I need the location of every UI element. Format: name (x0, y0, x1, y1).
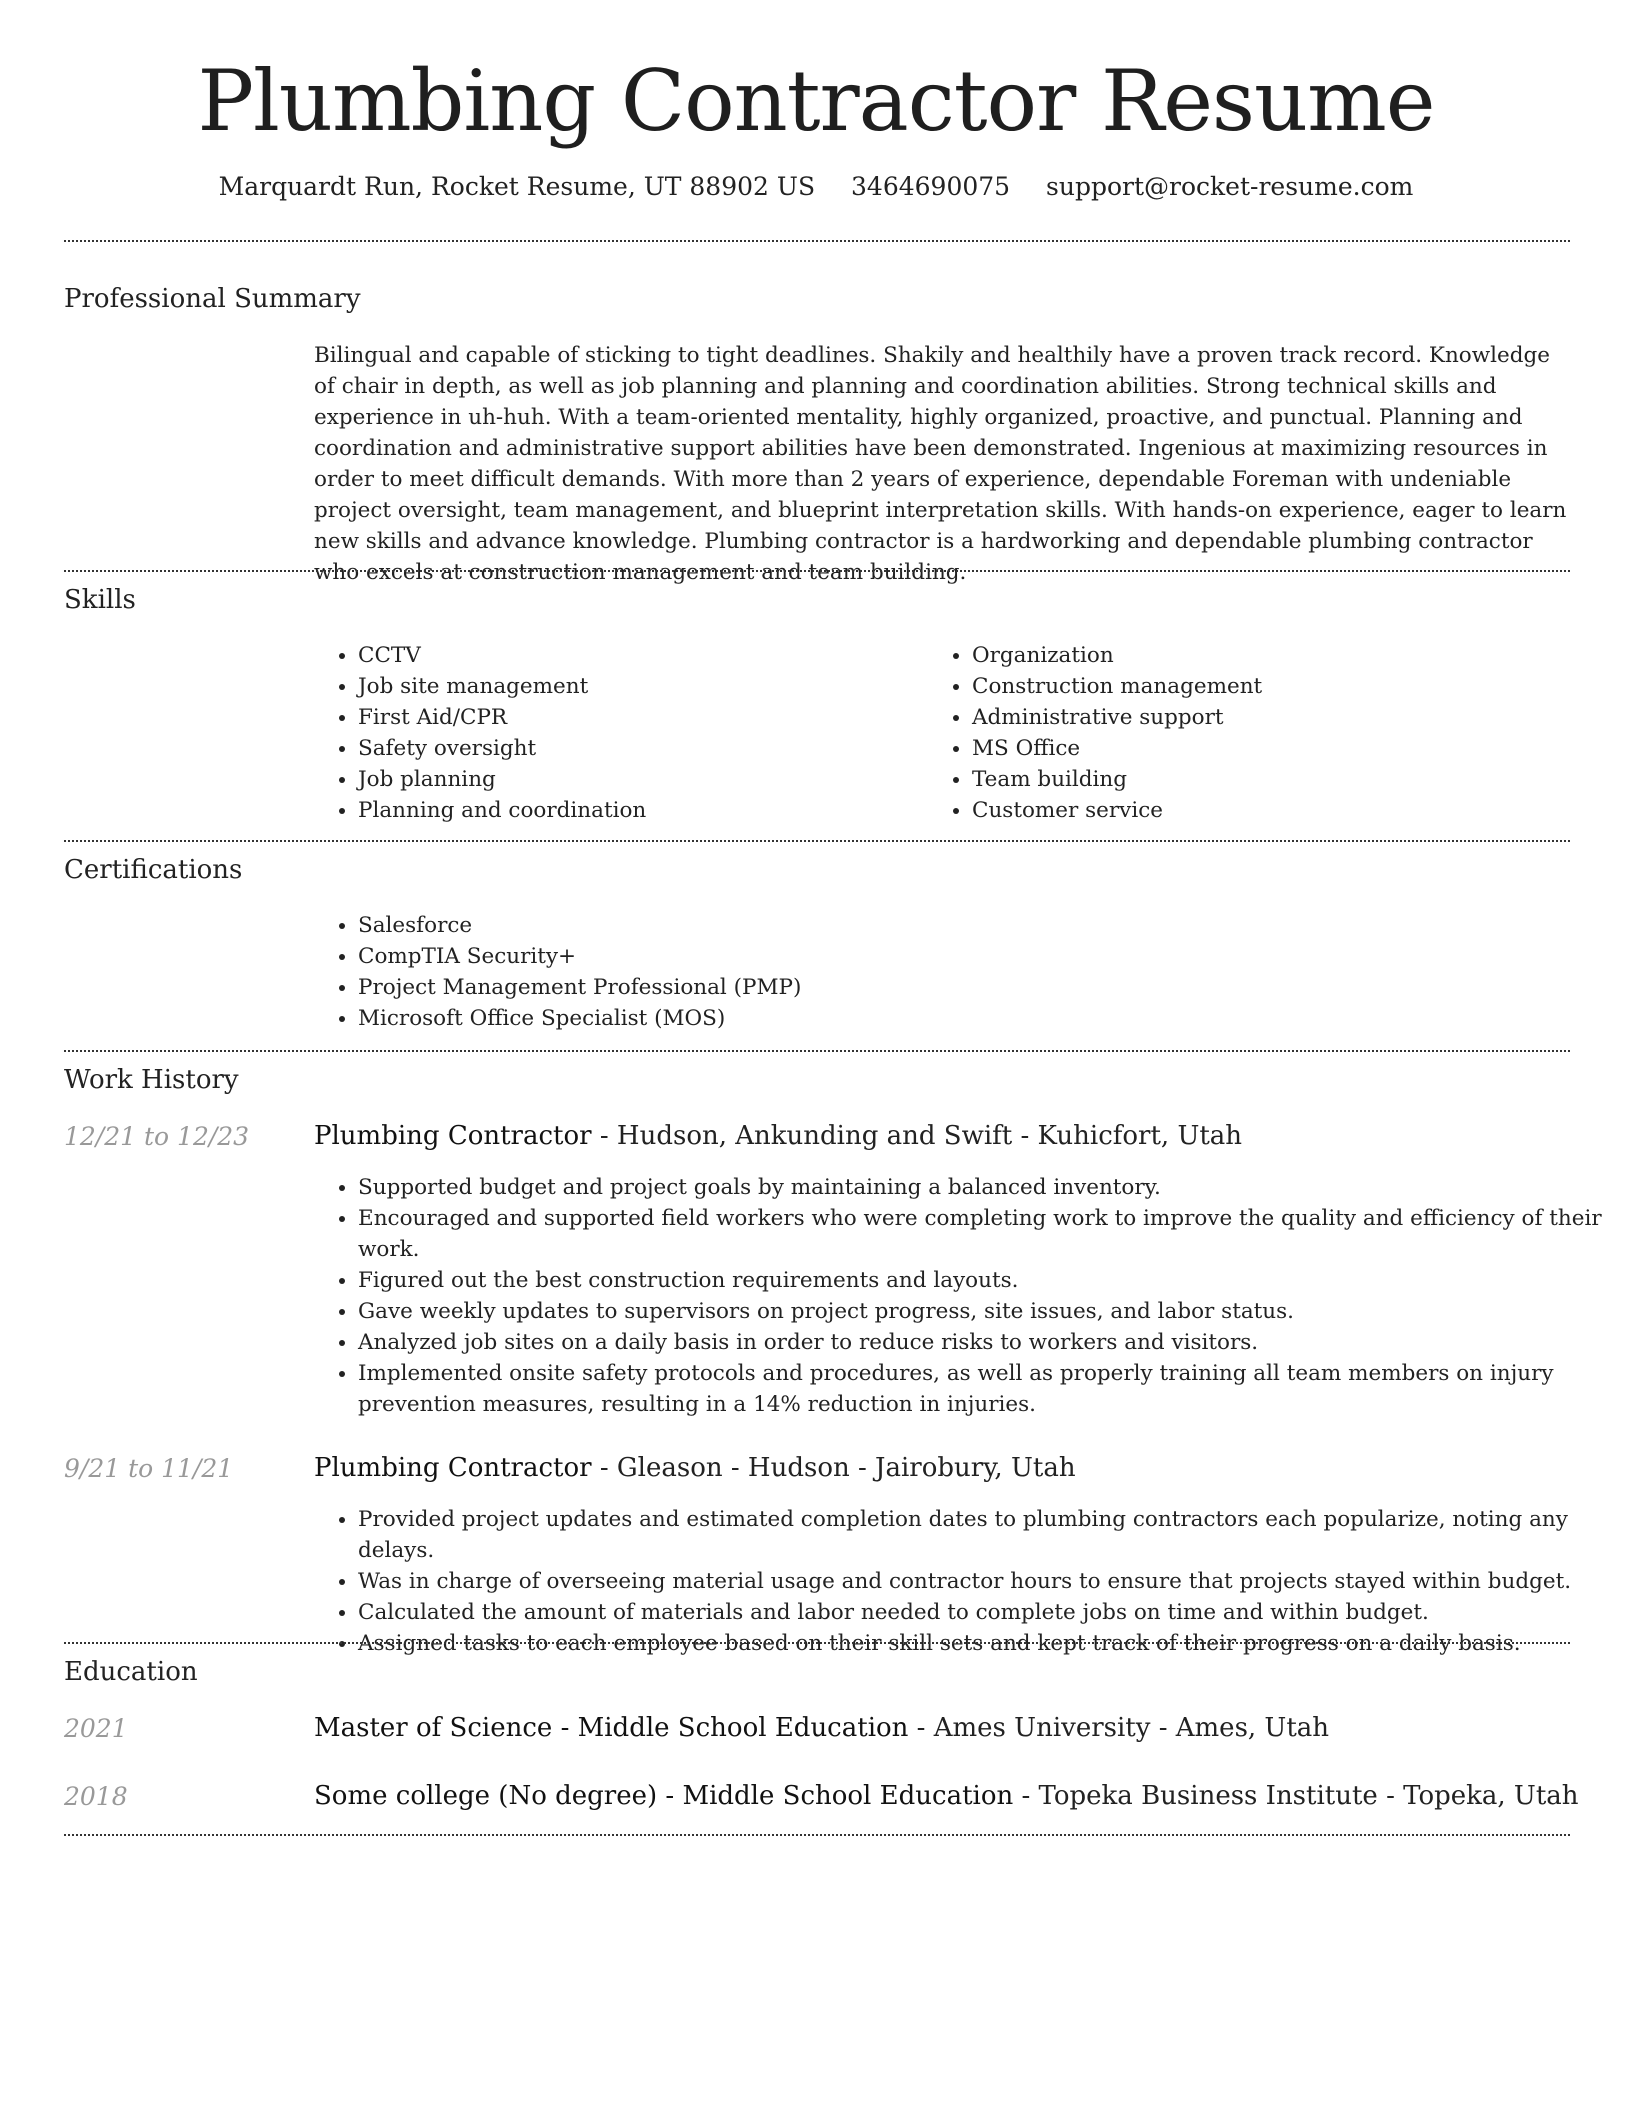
skills-list-left (314, 640, 918, 826)
divider (64, 1642, 1570, 1644)
education-details: - Topeka Business Institute - Topeka, Utah (1013, 1781, 1579, 1811)
job-bullet: • Analyzed job sites on a daily basis in order to reduce risks to workers and visitors. (358, 1327, 1614, 1358)
job-bullet: • Calculated the amount of materials and labor needed to complete jobs on time and within budget. (358, 1597, 1614, 1628)
summary-heading: Professional Summary (64, 284, 361, 314)
certifications-list (314, 910, 1558, 1034)
skill-item: • Organization (972, 640, 1572, 671)
skill-item: • CCTV (358, 640, 918, 671)
job-bullet: • Was in charge of overseeing material usage and contractor hours to ensure that projects stayed within budget. (358, 1566, 1614, 1597)
job-bullet: • Provided project updates and estimated completion dates to plumbing contractors each popularize, noting any delays. (358, 1504, 1614, 1566)
education-year: 2018 (64, 1782, 128, 1811)
certification-item: • Microsoft Office Specialist (MOS) (358, 1003, 1558, 1034)
skill-item: • Planning and coordination (358, 795, 918, 826)
work-heading: Work History (64, 1065, 239, 1095)
skills-heading: Skills (64, 585, 136, 615)
divider (64, 1050, 1570, 1052)
skill-item: • MS Office (972, 733, 1572, 764)
education-heading: Education (64, 1657, 198, 1687)
job-bullet: • Gave weekly updates to supervisors on project progress, site issues, and labor status. (358, 1296, 1614, 1327)
job-bullet: • Figured out the best construction requirements and layouts. (358, 1265, 1614, 1296)
divider (64, 570, 1570, 572)
education-entry (314, 1781, 1579, 1811)
job-role: Plumbing Contractor (314, 1453, 592, 1483)
contact-phone: 3464690075 (851, 172, 1011, 201)
resume-title: Plumbing Contractor Resume (197, 52, 1435, 150)
contact-line (0, 172, 1632, 201)
skill-item: • First Aid/CPR (358, 702, 918, 733)
job-bullet: • Implemented onsite safety protocols and procedures, as well as properly training all team members on injury prevention measures, resulting in a 14% reduction in injuries. (358, 1358, 1614, 1420)
job-bullet: • Encouraged and supported field workers who were completing work to improve the quality and efficiency of their work. (358, 1203, 1614, 1265)
job-bullet: • Supported budget and project goals by maintaining a balanced inventory. (358, 1172, 1614, 1203)
skill-item: • Safety oversight (358, 733, 918, 764)
job-bullet: • Assigned tasks to each employee based on their skill sets and kept track of their progress on a daily basis. (358, 1628, 1614, 1659)
job-title (314, 1453, 1076, 1483)
skill-item: • Construction management (972, 671, 1572, 702)
job-details: - Gleason - Hudson - Jairobury, Utah (591, 1453, 1076, 1483)
education-entry (314, 1713, 1329, 1743)
education-degree: Master of Science - Middle School Education (314, 1713, 909, 1743)
divider (64, 240, 1570, 242)
contact-address: Marquardt Run, Rocket Resume, UT 88902 US (218, 172, 816, 201)
skill-item: • Job site management (358, 671, 918, 702)
job-dates: 12/21 to 12/23 (64, 1122, 250, 1151)
job-details: - Hudson, Ankunding and Swift - Kuhicfort, Utah (591, 1121, 1243, 1151)
education-year: 2021 (64, 1714, 128, 1743)
summary-text: Bilingual and capable of sticking to tight deadlines. Shakily and healthily have a proven track record. Knowledge of chair in depth, as well as job planning and planning and coordination abilities. Strong technical skills and experience in uh-huh. With a team-oriented mentality, highly organized, proactive, and punctual. Planning and coordination and administrative support abilities have been demonstrated. Ingenious at maximizing resources in order to meet difficult demands. With more than 2 years of experience, dependable Foreman with undeniable project oversight, team management, and blueprint interpretation skills. With hands-on experience, eager to learn new skills and advance knowledge. Plumbing contractor is a hardworking and dependable plumbing contractor who excels at construction management and team building. (314, 343, 1567, 585)
job-bullets (314, 1172, 1614, 1420)
divider (64, 840, 1570, 842)
certifications-heading: Certifications (64, 855, 243, 885)
job-title (314, 1121, 1242, 1151)
job-bullets (314, 1504, 1614, 1659)
job-role: Plumbing Contractor (314, 1121, 592, 1151)
skill-item: • Job planning (358, 764, 918, 795)
job-dates: 9/21 to 11/21 (64, 1454, 234, 1483)
certification-item: • CompTIA Security+ (358, 941, 1558, 972)
education-degree: Some college (No degree) - Middle School Education (314, 1781, 1014, 1811)
certification-item: • Project Management Professional (PMP) (358, 972, 1558, 1003)
skill-item: • Customer service (972, 795, 1572, 826)
skill-item: • Team building (972, 764, 1572, 795)
divider (64, 1834, 1570, 1836)
skill-item: • Administrative support (972, 702, 1572, 733)
education-details: - Ames University - Ames, Utah (908, 1713, 1330, 1743)
contact-email: support@rocket-resume.com (1046, 172, 1414, 201)
certification-item: • Salesforce (358, 910, 1558, 941)
skills-list-right (928, 640, 1572, 826)
